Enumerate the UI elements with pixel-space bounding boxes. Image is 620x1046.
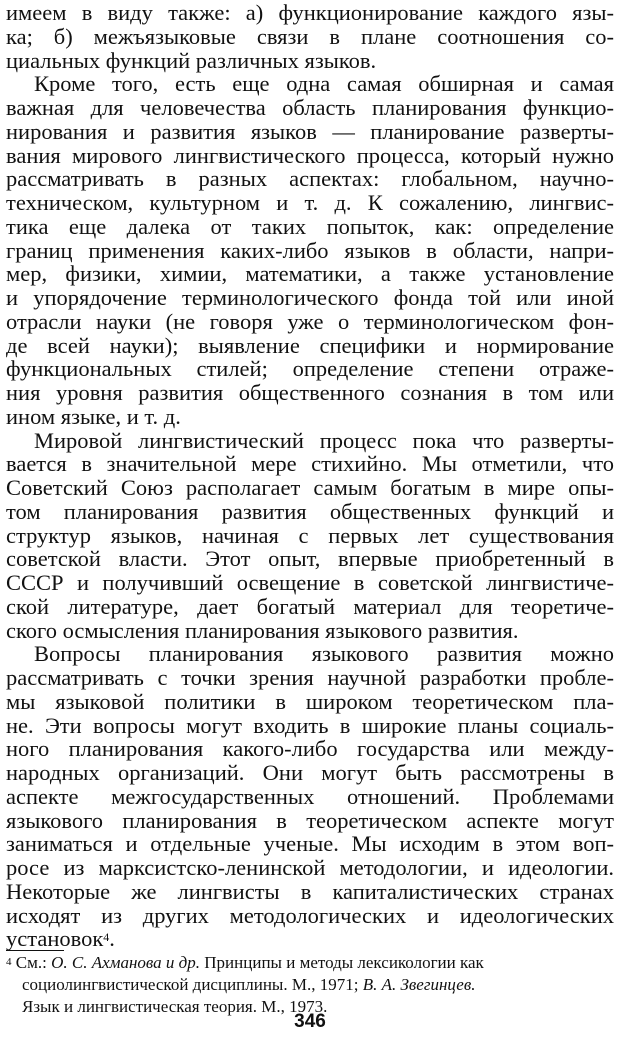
text-line: росе из марксистско-ленинской методологии, и идеологии. [6, 855, 614, 880]
page-number: 346 [294, 1011, 326, 1032]
text-line: ния уровня развития общественного сознания в том или [6, 380, 614, 405]
final-line-text: установок [6, 926, 104, 952]
text-line: аспекте межгосударственных отношений. Проблемами [6, 783, 614, 809]
footnote-see-prefix: См.: [15, 953, 52, 972]
text-line: имеем в виду также: а) функционирование каждого язы- [6, 0, 614, 25]
text-line: де всей науки); выявление специфики и нормирование [6, 332, 614, 358]
text-line: исходят из других методологических и идеологических [6, 902, 614, 928]
text-line: ской литературе, дает богатый материал для теоретиче- [6, 593, 614, 619]
footnote-title-1-cont: социолингвистической дисциплины. М., 1971; [22, 975, 363, 994]
text-line: и упорядочение терминологического фонда той или иной [6, 285, 614, 310]
text-line: мы языковой политики в широком теоретическом пла- [6, 688, 614, 714]
footnote-reference-mark: 4 [103, 930, 110, 945]
text-line: вается в значительной мере стихийно. Мы отметили, что [6, 451, 614, 477]
text-line: СССР и получивший освещение в советской лингвистиче- [6, 570, 614, 595]
text-line: вания мирового лингвистического процесса, который нужно [6, 142, 614, 168]
text-line: техническом, культурном и т. д. К сожалению, лингвис- [6, 190, 614, 215]
text-line: Советский Союз располагает самым богатым в мире опы- [6, 475, 614, 500]
text-line-final [6, 925, 614, 953]
text-line: отрасли науки (не говоря уже о терминологическом фон- [6, 308, 614, 334]
footnote-line-1 [6, 952, 614, 974]
text-line: границ применения каких-либо языков в области, напри- [6, 237, 614, 263]
text-line: ного планирования какого-либо государства или между- [6, 736, 614, 762]
text-line: ином языке, и т. д. [6, 403, 181, 429]
text-line: заниматься и отдельные ученые. Мы исходим в этом воп- [6, 831, 614, 857]
footnote-line-2 [22, 974, 620, 996]
text-line: мер, физики, химии, математики, а также установление [6, 261, 614, 287]
text-line: ка; б) межъязыковые связи в плане соотношения со- [6, 23, 614, 49]
text-line: рассматривать в разных аспектах: глобальном, научно- [6, 166, 614, 192]
text-line: структур языков, начиная с первых лет существования [6, 522, 614, 548]
text-line: рассматривать с точки зрения научной разработки пробле- [6, 665, 614, 690]
text-line: Вопросы планирования языкового развития можно [34, 641, 614, 667]
text-line: функциональных стилей; определение степени отраже- [6, 356, 614, 382]
footnote-divider [6, 950, 64, 951]
text-line: Некоторые же лингвисты в капиталистических странах [6, 878, 614, 904]
text-line: важная для человечества область планирования функцио- [6, 95, 614, 120]
text-line: советской власти. Этот опыт, впервые приобретенный в [6, 546, 614, 572]
text-line: языкового планирования в теоретическом аспекте могут [6, 807, 614, 833]
footnote-title-1: Принципы и методы лексикологии как [200, 953, 484, 972]
text-line: том планирования развития общественных функций и [6, 498, 614, 524]
text-line: циальных функций различных языков. [6, 47, 377, 73]
text-line: не. Эти вопросы могут входить в широкие планы социаль- [6, 712, 614, 738]
text-line: тика еще далека от таких попыток, как: определение [6, 213, 614, 239]
final-line-period: . [109, 926, 115, 952]
text-line: Кроме того, есть еще одна самая обширная и самая [34, 71, 614, 97]
text-line: нирования и развития языков — планирование разверты- [6, 118, 614, 144]
text-line: Мировой лингвистический процесс пока что разверты- [34, 427, 614, 453]
footnote-author-1: О. С. Ахманова и др. [51, 953, 201, 972]
text-line: народных организаций. Они могут быть рассмотрены в [6, 760, 614, 785]
footnote-title-2: Язык и лингвистическая теория. М., 1973. [22, 997, 328, 1016]
text-line: ского осмысления планирования языкового развития. [6, 617, 519, 643]
footnote-author-2: В. А. Звегинцев. [362, 975, 476, 994]
footnote-mark: 4 [6, 956, 12, 968]
